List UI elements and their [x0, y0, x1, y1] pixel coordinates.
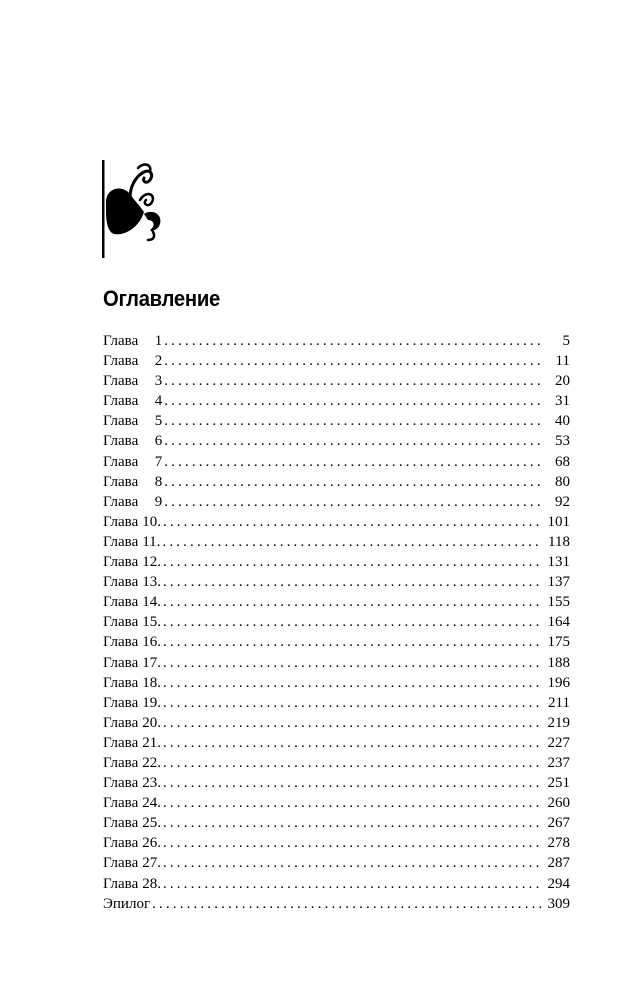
toc-entry-title: Глава [103, 594, 139, 611]
toc-entry-page-number: 175 [547, 634, 570, 651]
dot-leader [164, 492, 542, 512]
dot-leader [163, 592, 542, 612]
dot-leader [163, 793, 542, 813]
toc-entry[interactable] [103, 532, 570, 552]
toc-entry-label [103, 632, 161, 652]
toc-entry-label [103, 391, 162, 411]
toc-entry-label [103, 592, 161, 612]
dot-leader [163, 853, 542, 873]
toc-entry-number: 18. [142, 674, 161, 691]
toc-entry-title: Глава [103, 855, 139, 872]
dot-leader [163, 773, 542, 793]
toc-entry-title: Глава [103, 714, 139, 731]
dot-leader [163, 713, 542, 733]
toc-entry-label [103, 411, 162, 431]
dot-leader [164, 371, 542, 391]
toc-entry-number: 11. [142, 533, 161, 550]
toc-entry[interactable] [103, 472, 570, 492]
toc-entry-page-number: 188 [547, 654, 570, 671]
toc-entry-label [103, 753, 161, 773]
toc-entry[interactable] [103, 693, 570, 713]
toc-entry-page-number: 118 [548, 533, 570, 550]
toc-entry-title: Глава [103, 473, 139, 490]
toc-entry-label [103, 773, 161, 793]
toc-entry-title: Глава [103, 453, 139, 470]
toc-entry-page-number: 155 [547, 594, 570, 611]
toc-entry[interactable] [103, 411, 570, 431]
toc-entry-page-number: 287 [547, 855, 570, 872]
toc-entry-number: 16. [142, 634, 161, 651]
toc-entry-label [103, 331, 162, 351]
toc-entry-number: 13. [142, 574, 161, 591]
toc-entry-page-number: 80 [555, 473, 570, 490]
toc-entry-title: Глава [103, 413, 139, 430]
toc-entry-title: Глава [103, 815, 139, 832]
toc-entry-title: Глава [103, 754, 139, 771]
toc-entry-title: Глава [103, 875, 139, 892]
toc-entry-page-number: 260 [547, 795, 570, 812]
toc-entry-title: Глава [103, 373, 139, 390]
toc-entry-number: 14. [142, 594, 161, 611]
toc-entry-title: Глава [103, 493, 139, 510]
toc-entry-page-number: 267 [547, 815, 570, 832]
dot-leader [163, 552, 542, 572]
dot-leader [163, 693, 542, 713]
toc-entry-page-number: 309 [547, 895, 570, 912]
toc-entry[interactable] [103, 492, 570, 512]
toc-entry-title: Глава [103, 694, 139, 711]
toc-entry[interactable] [103, 773, 570, 793]
toc-entry-number: 21. [142, 734, 161, 751]
toc-entry-label [103, 452, 162, 472]
toc-entry[interactable] [103, 853, 570, 873]
toc-entry-label [103, 431, 162, 451]
toc-entry-number: 5 [154, 413, 163, 430]
toc-entry-page-number: 164 [547, 614, 570, 631]
toc-entry-page-number: 20 [555, 373, 570, 390]
dot-leader [163, 813, 542, 833]
toc-entry-label [103, 512, 161, 532]
toc-entry-page-number: 5 [562, 333, 570, 349]
toc-entry-page-number: 196 [547, 674, 570, 691]
toc-entry-page-number: 294 [547, 875, 570, 892]
toc-entry[interactable] [103, 592, 570, 612]
toc-entry[interactable] [103, 673, 570, 693]
toc-entry-label [103, 793, 161, 813]
toc-entry[interactable] [103, 833, 570, 853]
toc-entry[interactable] [103, 391, 570, 411]
dot-leader [164, 431, 542, 451]
toc-entry[interactable] [103, 351, 570, 371]
toc-entry-number: 2 [154, 353, 163, 370]
dot-leader [162, 532, 542, 552]
toc-entry-title: Глава [103, 393, 139, 410]
toc-entry-label [103, 713, 161, 733]
toc-entry-page-number: 31 [555, 393, 570, 410]
toc-entry-title: Глава [103, 433, 139, 450]
toc-entry-number: 6 [154, 433, 163, 450]
dot-leader [163, 512, 542, 532]
toc-entry[interactable] [103, 512, 570, 532]
toc-entry-label [103, 894, 150, 914]
toc-entry[interactable] [103, 371, 570, 391]
toc-entry-number: 1 [154, 333, 163, 349]
toc-entry-title: Глава [103, 554, 139, 571]
dot-leader [164, 411, 542, 431]
toc-entry-label [103, 572, 161, 592]
toc-entry[interactable] [103, 331, 570, 351]
dot-leader [163, 653, 542, 673]
toc-entry-label [103, 351, 162, 371]
toc-entry-title: Глава [103, 353, 139, 370]
dot-leader [163, 612, 542, 632]
toc-entry[interactable] [103, 713, 570, 733]
toc-entry-page-number: 53 [555, 433, 570, 450]
toc-entry-label [103, 472, 162, 492]
dot-leader [163, 833, 542, 853]
toc-entry-title: Глава [103, 654, 139, 671]
toc-entry-title: Глава [103, 574, 139, 591]
toc-entry-number: 8 [154, 473, 163, 490]
toc-entry-number: 15. [142, 614, 161, 631]
toc-entry-number: 12. [142, 554, 161, 571]
toc-entry-title: Глава [103, 674, 139, 691]
toc-entry-page-number: 219 [547, 714, 570, 731]
toc-entry-number: 22. [142, 754, 161, 771]
dot-leader [164, 472, 542, 492]
toc-entry-page-number: 211 [548, 694, 570, 711]
toc-entry-title: Глава [103, 835, 139, 852]
toc-entry-number: 23. [142, 775, 161, 792]
dot-leader [163, 572, 542, 592]
toc-entry[interactable] [103, 733, 570, 753]
toc-entry[interactable] [103, 452, 570, 472]
toc-entry-number: 9 [154, 493, 163, 510]
dot-leader [164, 351, 542, 371]
toc-entry-label [103, 612, 161, 632]
toc-entry[interactable] [103, 612, 570, 632]
toc-entry[interactable] [103, 753, 570, 773]
toc-entry-page-number: 237 [547, 754, 570, 771]
toc-entry-number: 7 [154, 453, 163, 470]
toc-entry-title: Глава [103, 734, 139, 751]
toc-entry-number: 17. [142, 654, 161, 671]
toc-entry-page-number: 68 [555, 453, 570, 470]
toc-entry-label [103, 733, 161, 753]
toc-entry-title: Эпилог [103, 895, 151, 912]
toc-entry-label [103, 653, 161, 673]
dot-leader [164, 331, 542, 351]
dot-leader [163, 733, 542, 753]
toc-entry-title: Глава [103, 533, 139, 550]
page-title: Оглавление [103, 286, 220, 311]
toc-entry[interactable] [103, 552, 570, 572]
dot-leader [164, 391, 542, 411]
toc-entry[interactable] [103, 874, 570, 894]
toc-entry-label [103, 673, 161, 693]
toc-entry-page-number: 131 [547, 554, 570, 571]
toc-entry-page-number: 137 [547, 574, 570, 591]
toc-entry-page-number: 101 [547, 513, 570, 530]
toc-entry[interactable] [103, 632, 570, 652]
toc-entry-title: Глава [103, 775, 139, 792]
toc-entry[interactable] [103, 653, 570, 673]
toc-entry-label [103, 693, 161, 713]
dot-leader [163, 632, 542, 652]
toc-entry-label [103, 813, 161, 833]
toc-entry[interactable] [103, 431, 570, 451]
toc-entry-label [103, 552, 161, 572]
toc-entry-page-number: 278 [547, 835, 570, 852]
toc-entry-label [103, 532, 160, 552]
fleuron-ornament-icon [100, 160, 170, 260]
toc-entry-number: 26. [142, 835, 161, 852]
toc-entry[interactable] [103, 572, 570, 592]
toc-entry-title: Глава [103, 513, 139, 530]
toc-entry-page-number: 92 [555, 493, 570, 510]
toc-entry[interactable] [103, 894, 570, 914]
toc-entry-title: Глава [103, 333, 139, 349]
dot-leader [163, 753, 542, 773]
toc-entry-number: 28. [142, 875, 161, 892]
toc-entry-number: 27. [142, 855, 161, 872]
toc-entry-number: 10. [142, 513, 161, 530]
toc-entry-page-number: 227 [547, 734, 570, 751]
toc-entry-page-number: 40 [555, 413, 570, 430]
toc-entry-label [103, 371, 162, 391]
toc-entry-number: 25. [142, 815, 161, 832]
dot-leader [164, 452, 542, 472]
toc-entry-label [103, 874, 161, 894]
toc-entry-number: 4 [154, 393, 163, 410]
toc-entry-page-number: 11 [555, 353, 570, 370]
dot-leader [163, 874, 542, 894]
toc-entry-page-number: 251 [547, 775, 570, 792]
toc-entry-label [103, 853, 161, 873]
toc-entry-number: 20. [142, 714, 161, 731]
toc-entry-title: Глава [103, 634, 139, 651]
toc-entry-title: Глава [103, 614, 139, 631]
toc-entry-title: Глава [103, 795, 139, 812]
table-of-contents [103, 331, 570, 914]
toc-entry-number: 24. [142, 795, 161, 812]
toc-entry[interactable] [103, 793, 570, 813]
toc-entry-number: 19. [142, 694, 161, 711]
toc-entry-number: 3 [154, 373, 163, 390]
toc-entry-label [103, 492, 162, 512]
toc-entry[interactable] [103, 813, 570, 833]
dot-leader [163, 673, 542, 693]
toc-entry-label [103, 833, 161, 853]
dot-leader [152, 894, 542, 914]
